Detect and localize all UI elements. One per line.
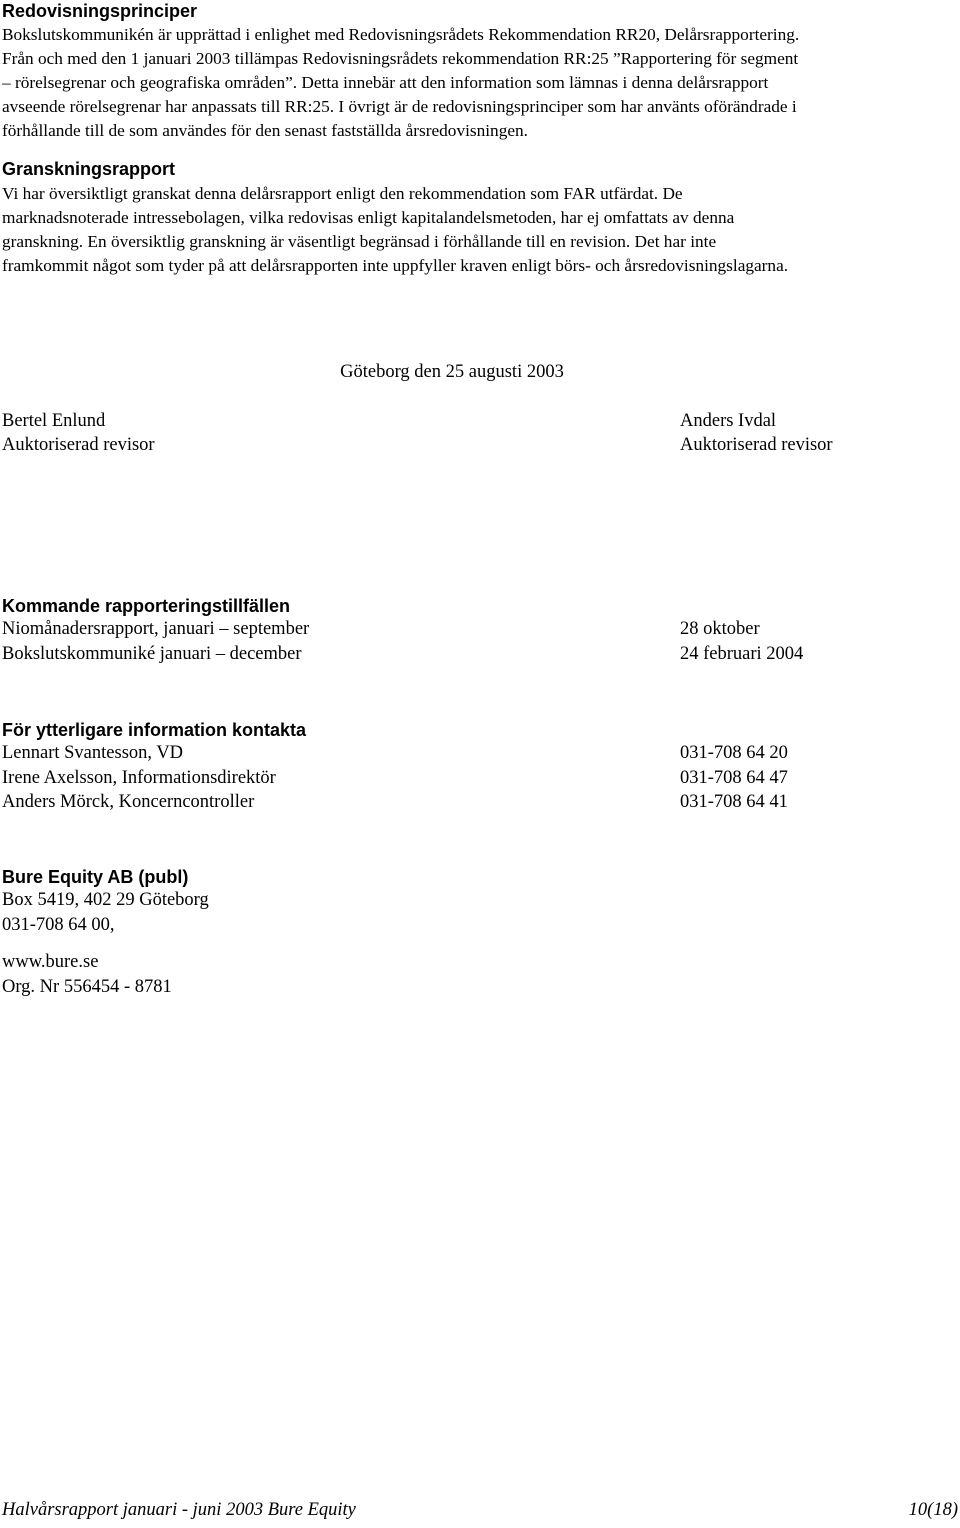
contact-name: Anders Mörck, Koncerncontroller xyxy=(2,792,255,812)
contact-phone: 031-708 64 47 xyxy=(680,767,788,788)
signatory-title: Auktoriserad revisor xyxy=(680,435,833,455)
upcoming-reports-section xyxy=(2,595,902,666)
review-report-text xyxy=(2,182,958,278)
contact-phone: 031-708 64 41 xyxy=(680,792,788,812)
text-line: – rörelsegrenar och geografiska områden”. Detta innebär att den information som lämnas i denna delårsrapport xyxy=(2,73,769,92)
text-line: Från och med den 1 januari 2003 tillämpas Redovisningsrådets rekommendation RR:25 ”Rapportering för segment xyxy=(2,49,799,68)
company-address: Box 5419, 402 29 Göteborg xyxy=(2,890,209,910)
upcoming-reports-heading: Kommande rapporteringstillfällen xyxy=(2,596,291,616)
contact-row xyxy=(2,741,902,766)
signatory-name: Bertel Enlund xyxy=(2,411,106,431)
contact-row xyxy=(2,766,902,791)
company-org-number: Org. Nr 556454 - 8781 xyxy=(2,976,172,997)
signatory-left xyxy=(2,409,155,457)
company-name: Bure Equity AB (publ) xyxy=(2,867,189,887)
report-name: Bokslutskommuniké januari – december xyxy=(2,643,302,664)
text-line: marknadsnoterade intressebolagen, vilka redovisas enligt kapitalandelsmetoden, har ej omfattats av denna xyxy=(2,208,735,227)
place-and-date: Göteborg den 25 augusti 2003 xyxy=(340,362,564,382)
text-line: Vi har översiktligt granskat denna delårsrapport enligt den rekommendation som FAR utfärdat. De xyxy=(2,184,683,203)
text-line: granskning. En översiktlig granskning är väsentligt begränsad i förhållande till en revision. Det har inte xyxy=(2,232,717,251)
report-row xyxy=(2,617,902,642)
text-line: Bokslutskommunikén är upprättad i enlighet med Redovisningsrådets Rekommendation RR20, Delårsrapportering. xyxy=(2,25,800,44)
review-report-heading: Granskningsrapport xyxy=(2,159,176,179)
signatory-name: Anders Ivdal xyxy=(680,411,777,431)
report-date: 24 februari 2004 xyxy=(680,643,804,664)
signatory-right xyxy=(680,409,833,457)
contacts-heading: För ytterligare information kontakta xyxy=(2,720,307,740)
report-row xyxy=(2,642,902,667)
accounting-principles-heading: Redovisningsprinciper xyxy=(2,1,198,21)
text-line: framkommit något som tyder på att delårsrapporten inte uppfyller kraven enligt börs- och årsredovisningslagarna. xyxy=(2,256,789,275)
page-number: 10(18) xyxy=(908,1500,958,1520)
spacer xyxy=(2,937,902,950)
report-name: Niomånadersrapport, januari – september xyxy=(2,619,310,639)
text-line: förhållande till de som användes för den senast fastställda årsredovisningen. xyxy=(2,121,528,140)
company-info-section xyxy=(2,866,902,999)
contact-phone: 031-708 64 20 xyxy=(680,743,788,763)
contact-name: Irene Axelsson, Informationsdirektör xyxy=(2,767,276,788)
contact-name: Lennart Svantesson, VD xyxy=(2,743,184,763)
accounting-principles-text xyxy=(2,23,958,143)
report-date: 28 oktober xyxy=(680,619,760,639)
company-phone: 031-708 64 00, xyxy=(2,914,115,935)
footer-title: Halvårsrapport januari - juni 2003 Bure Equity xyxy=(2,1500,356,1520)
accounting-principles-section xyxy=(2,0,958,143)
contacts-section xyxy=(2,719,902,815)
company-website: www.bure.se xyxy=(2,952,99,972)
contact-row xyxy=(2,790,902,815)
review-report-section xyxy=(2,158,958,278)
page-footer xyxy=(2,1500,958,1521)
signatory-title: Auktoriserad revisor xyxy=(2,435,155,455)
text-line: avseende rörelsegrenar har anpassats till RR:25. I övrigt är de redovisningsprinciper som har använts oförändrade i xyxy=(2,97,797,116)
